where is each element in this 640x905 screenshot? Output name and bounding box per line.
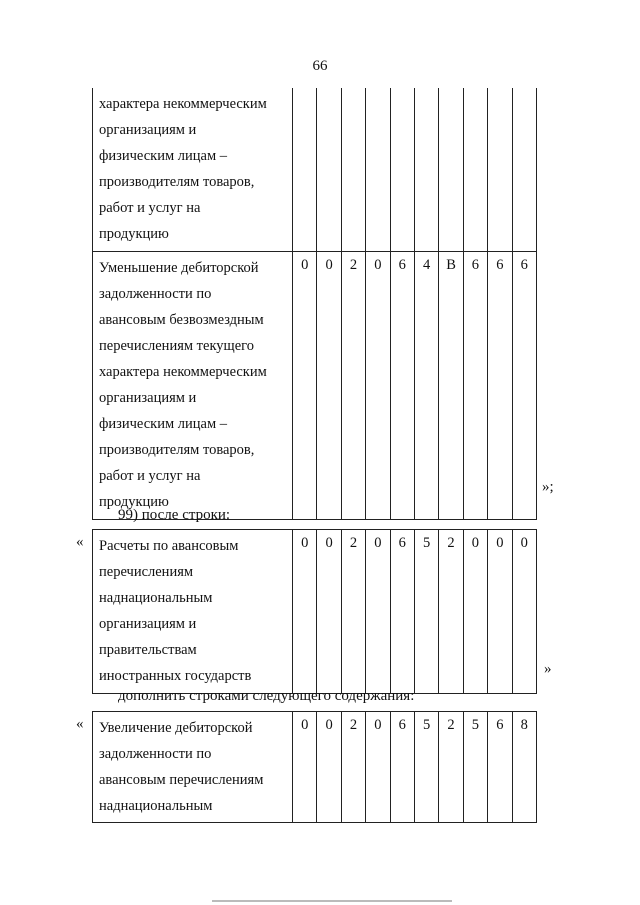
row-name-cell: [93, 712, 293, 823]
code-digit: [512, 88, 536, 251]
name-line: авансовым безвозмездным: [99, 311, 264, 328]
budget-code-table-1: [92, 88, 537, 520]
name-line: физическим лицам –: [99, 148, 228, 165]
budget-code-table-2: [92, 529, 537, 694]
opening-quote-mark: «: [76, 534, 84, 550]
name-line: задолженности по: [99, 285, 212, 302]
name-line: производителям товаров,: [99, 174, 255, 191]
code-digit: 0: [317, 530, 341, 694]
name-line: перечислениям текущего: [99, 337, 254, 354]
code-digit: 0: [463, 530, 487, 694]
name-line: продукцию: [99, 494, 169, 511]
instruction-add-rows: дополнить строками следующего содержания:: [118, 688, 415, 704]
name-line: организациям и: [99, 122, 197, 139]
scan-edge-divider: [212, 900, 452, 902]
code-digit: 0: [366, 712, 390, 823]
code-digit: 0: [317, 251, 341, 519]
name-line: продукцию: [99, 226, 169, 243]
code-digit: 2: [341, 530, 365, 694]
code-digit: 0: [293, 712, 317, 823]
code-digit: [317, 88, 341, 251]
code-digit: 0: [293, 251, 317, 519]
code-digit: [488, 88, 512, 251]
name-line: производителям товаров,: [99, 442, 255, 459]
name-line: организациям и: [99, 616, 197, 633]
name-line: характера некоммерческим: [99, 96, 267, 112]
name-line: Увеличение дебиторской: [99, 720, 253, 736]
name-line: иностранных государств: [99, 668, 252, 685]
row-name-cell: [93, 251, 293, 519]
code-digit: [341, 88, 365, 251]
code-digit: [293, 88, 317, 251]
code-digit: [463, 88, 487, 251]
code-digit: [366, 88, 390, 251]
name-line: наднациональным: [99, 590, 213, 607]
page-number: 66: [312, 58, 328, 74]
code-digit: 6: [512, 251, 536, 519]
code-digit: [414, 88, 438, 251]
name-line: перечислениям: [99, 564, 194, 581]
row-name-cell: [93, 88, 293, 251]
code-digit: 6: [390, 712, 414, 823]
opening-quote-mark: «: [76, 716, 84, 732]
code-digit: 5: [414, 530, 438, 694]
table-row: [93, 88, 537, 251]
code-digit: 8: [512, 712, 536, 823]
code-digit: [439, 88, 463, 251]
name-line: Расчеты по авансовым: [99, 538, 239, 554]
table-row: [93, 530, 537, 694]
code-digit: 5: [463, 712, 487, 823]
code-digit: 2: [439, 530, 463, 694]
table-row: [93, 712, 537, 823]
name-line: характера некоммерческим: [99, 363, 267, 380]
name-line: авансовым перечислениям: [99, 772, 264, 789]
name-line: правительствам: [99, 642, 197, 659]
name-line: Уменьшение дебиторской: [99, 259, 259, 276]
code-digit: 0: [488, 530, 512, 694]
name-line: наднациональным: [99, 798, 213, 815]
budget-code-table-3: [92, 711, 537, 823]
code-digit: 0: [317, 712, 341, 823]
code-digit: 2: [341, 712, 365, 823]
code-digit: 4: [414, 251, 438, 519]
code-digit: 0: [366, 251, 390, 519]
code-digit: 0: [366, 530, 390, 694]
code-digit: 6: [488, 712, 512, 823]
code-digit: 5: [414, 712, 438, 823]
name-line: организациям и: [99, 390, 197, 407]
code-digit: 0: [293, 530, 317, 694]
code-digit: 2: [439, 712, 463, 823]
name-line: работ и услуг на: [99, 200, 201, 217]
name-line: работ и услуг на: [99, 468, 201, 485]
code-digit: 6: [390, 530, 414, 694]
code-digit: 6: [390, 251, 414, 519]
name-line: физическим лицам –: [99, 416, 228, 433]
code-digit: 6: [488, 251, 512, 519]
code-digit: [390, 88, 414, 251]
name-line: задолженности по: [99, 746, 212, 763]
instruction-after-row: 99) после строки:: [118, 507, 231, 523]
code-digit: 0: [512, 530, 536, 694]
code-digit: 6: [463, 251, 487, 519]
code-digit: 2: [341, 251, 365, 519]
code-digit: В: [439, 251, 463, 519]
closing-quote-mark: »;: [542, 479, 554, 495]
table-row: [93, 251, 537, 519]
closing-quote-mark: »: [544, 661, 552, 677]
row-name-cell: [93, 530, 293, 694]
